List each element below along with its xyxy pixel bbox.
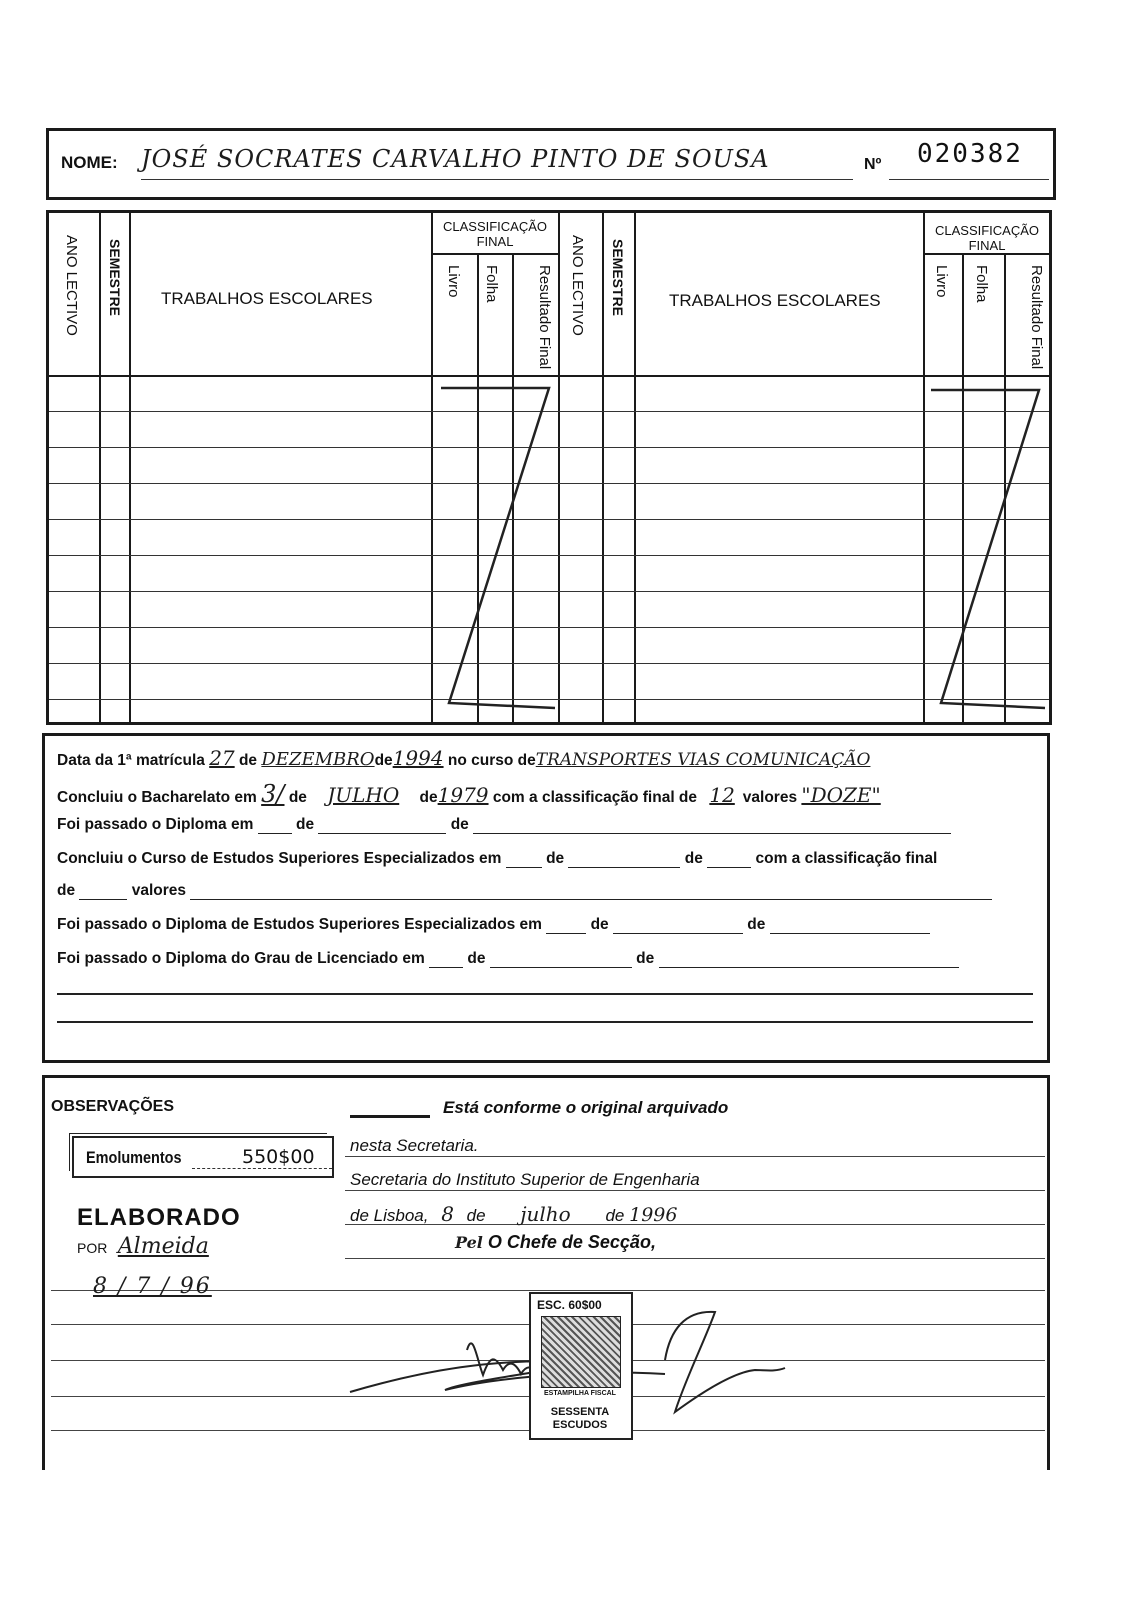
row-bacharelato [57,780,881,808]
de-label: de [296,816,315,833]
lisboa-month: julho [520,1202,571,1226]
de-label: de [684,850,703,867]
numero-value: 020382 [917,139,1023,169]
de-label: de [636,950,655,967]
row-cese-valores [57,882,992,900]
name-box [46,128,1056,200]
bach-day: 3/ [261,780,285,808]
de-label: de [605,1206,625,1225]
nome-label: NOME: [61,153,118,172]
de-label: de [238,752,258,769]
stamp-words-2: ESCUDOS [552,1419,608,1431]
de-label: de [590,916,609,933]
chefe-line [455,1232,656,1253]
conforme-line2: nesta Secretaria. [350,1136,479,1155]
stamp-emblem [541,1316,621,1388]
stamp-caption: ESTAMPILHA FISCAL [544,1390,616,1397]
col-resultado-2: Resultado Final [1028,265,1045,370]
pel-prefix: Pel [455,1233,483,1252]
col-semestre: SEMESTRE [107,239,123,317]
nome-value: JOSÉ SOCRATES CARVALHO PINTO DE SOUSA [141,145,770,173]
lisboa-label: de Lisboa, [350,1206,429,1225]
lic-diploma-label: Foi passado o Diploma do Grau de Licenciado em [57,950,425,967]
elaborado-date: 8 / 7 / 96 [93,1274,212,1299]
stamp-words-1: SESSENTA [550,1406,610,1418]
grades-table [46,210,1052,725]
col-ano-lectivo-2: ANO LECTIVO [569,235,586,336]
col-classificacao: CLASSIFICAÇÃO FINAL [442,219,548,249]
emolumentos-value: 550$00 [242,1146,315,1168]
numero-label: Nº [864,156,882,173]
lisboa-year: 1996 [629,1204,678,1226]
col-folha: Folha [483,265,500,303]
diploma-label: Foi passado o Diploma em [57,816,254,833]
secretaria-line: Secretaria do Instituto Superior de Engenharia [350,1170,700,1189]
chefe-label: O Chefe de Secção, [487,1232,656,1252]
de-label: de [450,816,469,833]
de-label: de [467,950,486,967]
cese-label: Concluiu o Curso de Estudos Superiores Especializados em [57,850,502,867]
emolumentos-box [72,1136,334,1178]
de-label: de [419,789,438,806]
col-trabalhos-2: TRABALHOS ESCOLARES [669,291,881,310]
curso-label: no curso de [447,752,536,769]
de-label: de [747,916,766,933]
col-livro: Livro [445,265,462,298]
cese-class-label: com a classificação final [755,850,938,867]
col-semestre-2: SEMESTRE [610,239,626,317]
row-cese [57,850,937,868]
por-line [77,1234,209,1259]
col-resultado: Resultado Final [536,265,553,370]
curso-value: TRANSPORTES VIAS COMUNICAÇÃO [535,750,871,770]
de-label: de [288,789,307,806]
bach-class-label: com a classificação final de [492,789,698,806]
valores-label: valores [742,789,798,806]
matricula-month: DEZEMBRO [261,749,375,770]
de-label: de [546,850,565,867]
por-label: POR [77,1240,108,1256]
fiscal-stamp [529,1292,633,1440]
row-diploma [57,816,951,834]
de-label: de [57,882,76,899]
matricula-day: 27 [209,746,235,770]
row-matricula [57,746,870,770]
conforme-line1: Está conforme o original arquivado [443,1098,729,1117]
elaborado-label: ELABORADO [77,1204,241,1231]
col-trabalhos: TRABALHOS ESCOLARES [161,289,373,308]
record-box [42,733,1050,1063]
lisboa-line [350,1202,677,1226]
strike-mark-right [921,378,1053,723]
bach-words: "DOZE" [801,783,881,807]
observation-rule [345,1156,1045,1157]
matricula-year: 1994 [392,746,444,770]
de-label: de [374,752,393,769]
matricula-label: Data da 1ª matrícula [57,752,205,769]
row-cese-diploma [57,916,930,934]
bach-month: JULHO [327,783,400,807]
observacoes-title: OBSERVAÇÕES [51,1098,174,1115]
lisboa-day: 8 [441,1202,454,1226]
valores-label: valores [131,882,187,899]
de-label: de [466,1206,486,1225]
bach-year: 1979 [437,783,489,807]
col-classificacao-2: CLASSIFICAÇÃO FINAL [934,223,1040,253]
col-folha-2: Folha [973,265,990,303]
por-signature: Almeida [117,1234,209,1259]
bach-class-value: 12 [709,783,735,807]
col-ano-lectivo: ANO LECTIVO [63,235,80,336]
stamp-value: ESC. 60$00 [537,1298,602,1312]
row-lic-diploma [57,950,959,968]
observation-rule [345,1258,1045,1259]
strike-mark-left [429,378,561,723]
observations-box [42,1075,1050,1470]
emolumentos-label: Emolumentos [86,1148,182,1167]
bach-label: Concluiu o Bacharelato em [57,789,257,806]
cese-diploma-label: Foi passado o Diploma de Estudos Superiores Especializados em [57,916,542,933]
col-livro-2: Livro [933,265,950,298]
observation-rule [345,1190,1045,1191]
